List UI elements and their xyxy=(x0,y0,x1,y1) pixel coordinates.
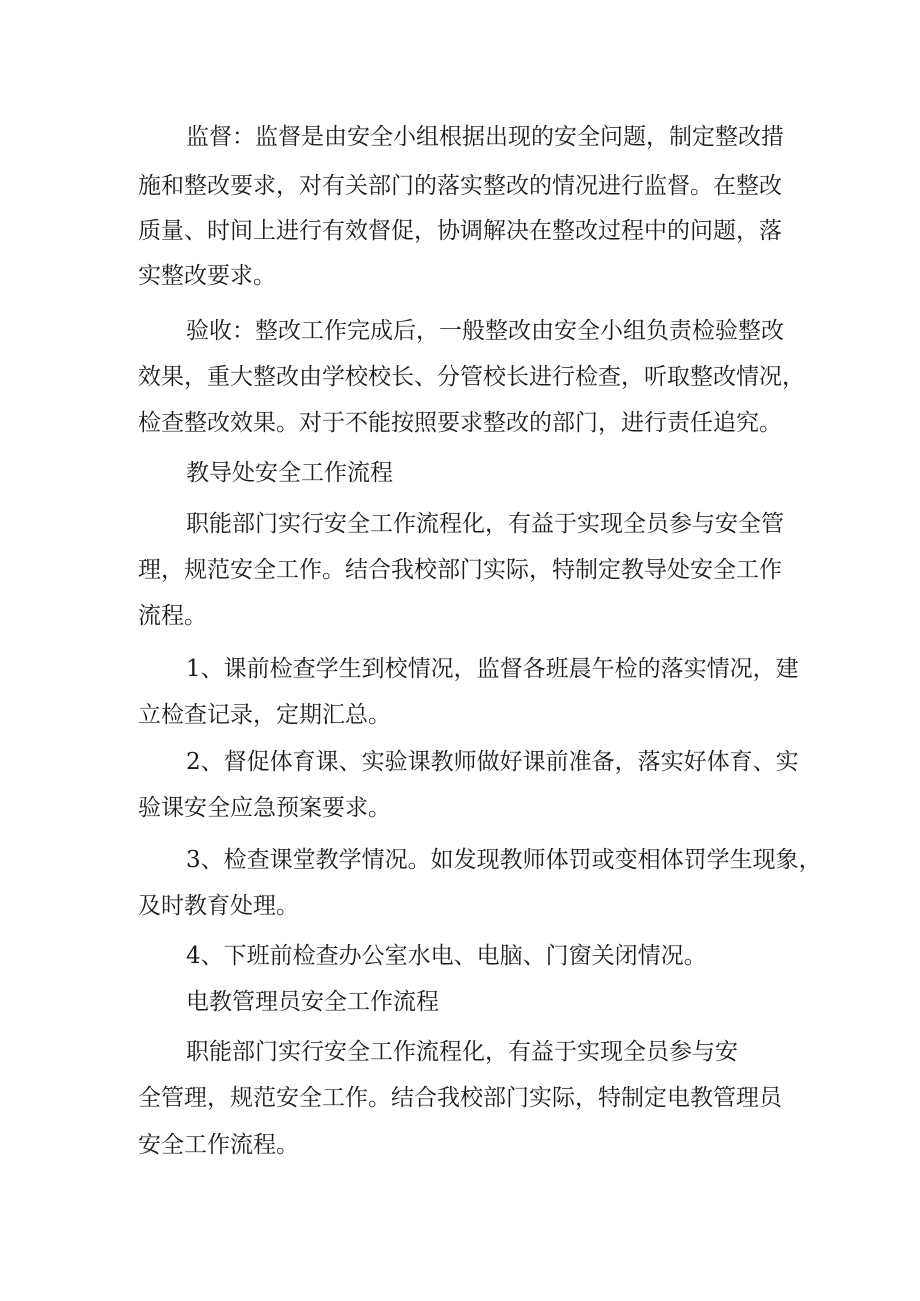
list-item-1-line-1: 1、课前检查学生到校情况，监督各班晨午检的落实情况，建 xyxy=(186,656,799,682)
list-item-1-line-2: 立检查记录，定期汇总。 xyxy=(138,702,391,728)
list-item-3-line-2: 及时教育处理。 xyxy=(138,893,299,919)
list-item-2-line-1: 2、督促体育课、实验课教师做好课前准备，落实好体育、实 xyxy=(186,749,799,775)
paragraph-academic-intro-line-3: 流程。 xyxy=(138,603,207,629)
heading-academic-office: 教导处安全工作流程 xyxy=(186,460,393,486)
paragraph-acceptance-line-3: 检查整改效果。对于不能按照要求整改的部门，进行责任追究。 xyxy=(138,410,782,436)
paragraph-acceptance-line-2: 效果，重大整改由学校校长、分管校长进行检查，听取整改情况， xyxy=(138,364,805,390)
paragraph-av-intro-line-3: 安全工作流程。 xyxy=(138,1132,299,1158)
paragraph-av-intro-line-2: 全管理，规范安全工作。结合我校部门实际，特制定电教管理员 xyxy=(138,1085,782,1111)
paragraph-supervision-line-1: 监督：监督是由安全小组根据出现的安全问题，制定整改措 xyxy=(186,124,784,150)
list-item-4: 4、下班前检查办公室水电、电脑、门窗关闭情况。 xyxy=(186,943,707,969)
paragraph-academic-intro-line-2: 理，规范安全工作。结合我校部门实际，特制定教导处安全工作 xyxy=(138,557,782,583)
paragraph-av-intro-line-1: 职能部门实行安全工作流程化，有益于实现全员参与安 xyxy=(186,1039,738,1065)
paragraph-academic-intro-line-1: 职能部门实行安全工作流程化，有益于实现全员参与安全管 xyxy=(186,511,784,537)
heading-av-administrator: 电教管理员安全工作流程 xyxy=(186,989,439,1015)
paragraph-acceptance-line-1: 验收：整改工作完成后，一般整改由安全小组负责检验整改 xyxy=(186,318,784,344)
paragraph-supervision-line-3: 质量、时间上进行有效督促，协调解决在整改过程中的问题，落 xyxy=(138,218,782,244)
list-item-2-line-2: 验课安全应急预案要求。 xyxy=(138,795,391,821)
paragraph-supervision-line-4: 实整改要求。 xyxy=(138,263,276,289)
paragraph-supervision-line-2: 施和整改要求，对有关部门的落实整改的情况进行监督。在整改 xyxy=(138,173,782,199)
list-item-3-line-1: 3、检查课堂教学情况。如发现教师体罚或变相体罚学生现象， xyxy=(186,847,822,873)
